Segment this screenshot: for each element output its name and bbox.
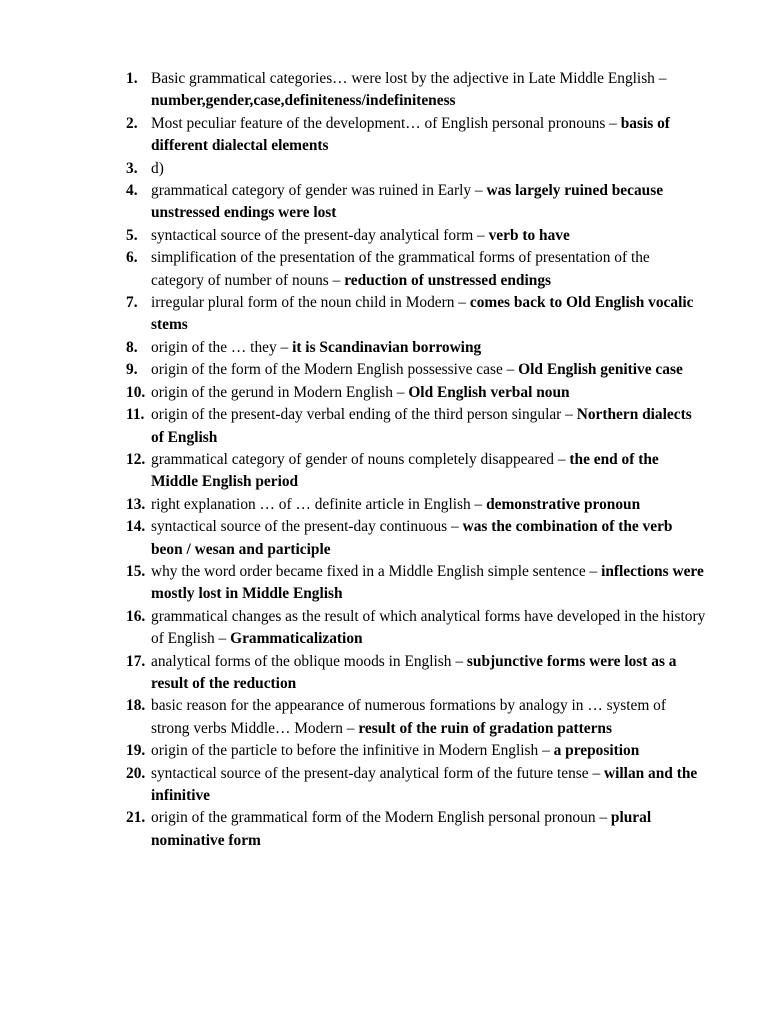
item-answer: Northern dialects of English <box>151 406 692 446</box>
item-question: simplification of the presentation of the grammatical forms of presentation of the category of number of nouns – <box>151 249 650 289</box>
list-item <box>126 494 706 516</box>
item-answer: the end of the Middle English period <box>151 450 659 491</box>
list-item <box>126 651 706 696</box>
list-item <box>126 516 706 561</box>
item-number: 2. <box>126 114 138 132</box>
item-question: basic reason for the appearance of numerous formations by analogy in … system of strong verbs Middle… Modern – <box>151 697 666 737</box>
list-item <box>126 247 706 292</box>
list-item <box>126 561 706 606</box>
item-number: 4. <box>126 182 138 200</box>
item-question: right explanation … of … definite article in English – <box>151 495 487 513</box>
item-number: 13. <box>126 495 146 513</box>
item-number: 8. <box>126 338 138 356</box>
item-question: syntactical source of the present-day continuous – <box>151 518 463 536</box>
item-number: 12. <box>126 450 146 468</box>
list-item <box>126 113 706 158</box>
item-number: 18. <box>126 697 146 715</box>
list-item <box>126 740 706 762</box>
list-item <box>126 695 706 740</box>
item-answer: plural nominative form <box>151 809 652 849</box>
item-question: syntactical source of the present-day analytical form of the future tense – <box>151 764 604 782</box>
item-number: 20. <box>126 764 146 782</box>
item-number: 7. <box>126 294 138 312</box>
list-item <box>126 68 706 113</box>
item-question: origin of the particle to before the infinitive in Modern English – <box>151 742 554 760</box>
item-question: irregular plural form of the noun child in Modern – <box>151 294 470 312</box>
item-answer: demonstrative pronoun <box>486 495 641 513</box>
item-question: syntactical source of the present-day analytical form – <box>151 226 489 244</box>
list-item <box>126 158 706 180</box>
list-item <box>126 337 706 359</box>
item-number: 6. <box>126 249 138 267</box>
item-answer: result of the ruin of gradation patterns <box>358 719 612 737</box>
item-number: 17. <box>126 652 146 670</box>
item-answer: was largely ruined because unstressed endings were lost <box>151 182 664 222</box>
item-question: origin of the grammatical form of the Modern English personal pronoun – <box>151 809 611 827</box>
list-item <box>126 180 706 225</box>
item-question: Most peculiar feature of the development… of English personal pronouns – <box>151 114 621 132</box>
item-answer: inflections were mostly lost in Middle English <box>151 562 704 603</box>
item-question: grammatical category of gender of nouns completely disappeared – <box>151 450 570 468</box>
item-question: grammatical changes as the result of which analytical forms have developed in the history of English – <box>151 607 706 648</box>
item-answer: Old English genitive case <box>518 361 683 379</box>
item-number: 15. <box>126 562 146 580</box>
list-item <box>126 449 706 494</box>
item-question: grammatical category of gender was ruined in Early – <box>151 182 487 200</box>
item-number: 1. <box>126 70 138 87</box>
item-answer: reduction of unstressed endings <box>344 271 551 289</box>
item-number: 10. <box>126 383 146 401</box>
item-number: 3. <box>126 159 138 177</box>
list-item <box>126 292 706 337</box>
item-number: 21. <box>126 809 146 827</box>
item-question: d) <box>151 159 164 177</box>
list-item <box>126 359 706 381</box>
item-answer: verb to have <box>488 226 570 244</box>
item-number: 5. <box>126 226 138 244</box>
list-item <box>126 807 706 852</box>
item-question: origin of the … they – <box>151 338 293 356</box>
item-question: origin of the gerund in Modern English – <box>151 383 409 401</box>
item-answer: comes back to Old English vocalic stems <box>151 294 694 334</box>
item-question: origin of the form of the Modern English possessive case – <box>151 361 519 379</box>
item-question: analytical forms of the oblique moods in English – <box>151 652 467 670</box>
list-item <box>126 225 706 247</box>
item-answer: it is Scandinavian borrowing <box>292 338 482 356</box>
item-number: 14. <box>126 518 146 536</box>
item-question: why the word order became fixed in a Middle English simple sentence – <box>151 562 602 580</box>
item-answer: basis of different dialectal elements <box>151 114 670 155</box>
list-item <box>126 606 706 651</box>
item-answer: willan and the infinitive <box>151 764 698 804</box>
item-question: origin of the present-day verbal ending of the third person singular – <box>151 406 577 424</box>
item-number: 19. <box>126 742 146 760</box>
item-answer: number,gender,case,definiteness/indefiniteness <box>151 92 456 110</box>
item-number: 11. <box>126 406 145 424</box>
item-answer: Old English verbal noun <box>408 383 570 401</box>
item-answer: a preposition <box>553 742 640 760</box>
item-answer: Grammaticalization <box>230 630 363 648</box>
list-item <box>126 404 706 449</box>
item-answer: subjunctive forms were lost as a result of the reduction <box>151 652 677 692</box>
item-number: 9. <box>126 361 138 379</box>
list-item <box>126 763 706 808</box>
item-answer: was the combination of the verb beon / wesan and participle <box>151 518 673 558</box>
item-number: 16. <box>126 607 146 625</box>
item-question: Basic grammatical categories… were lost by the adjective in Late Middle English – <box>151 70 667 87</box>
list-item <box>126 382 706 404</box>
answer-list <box>126 68 706 852</box>
